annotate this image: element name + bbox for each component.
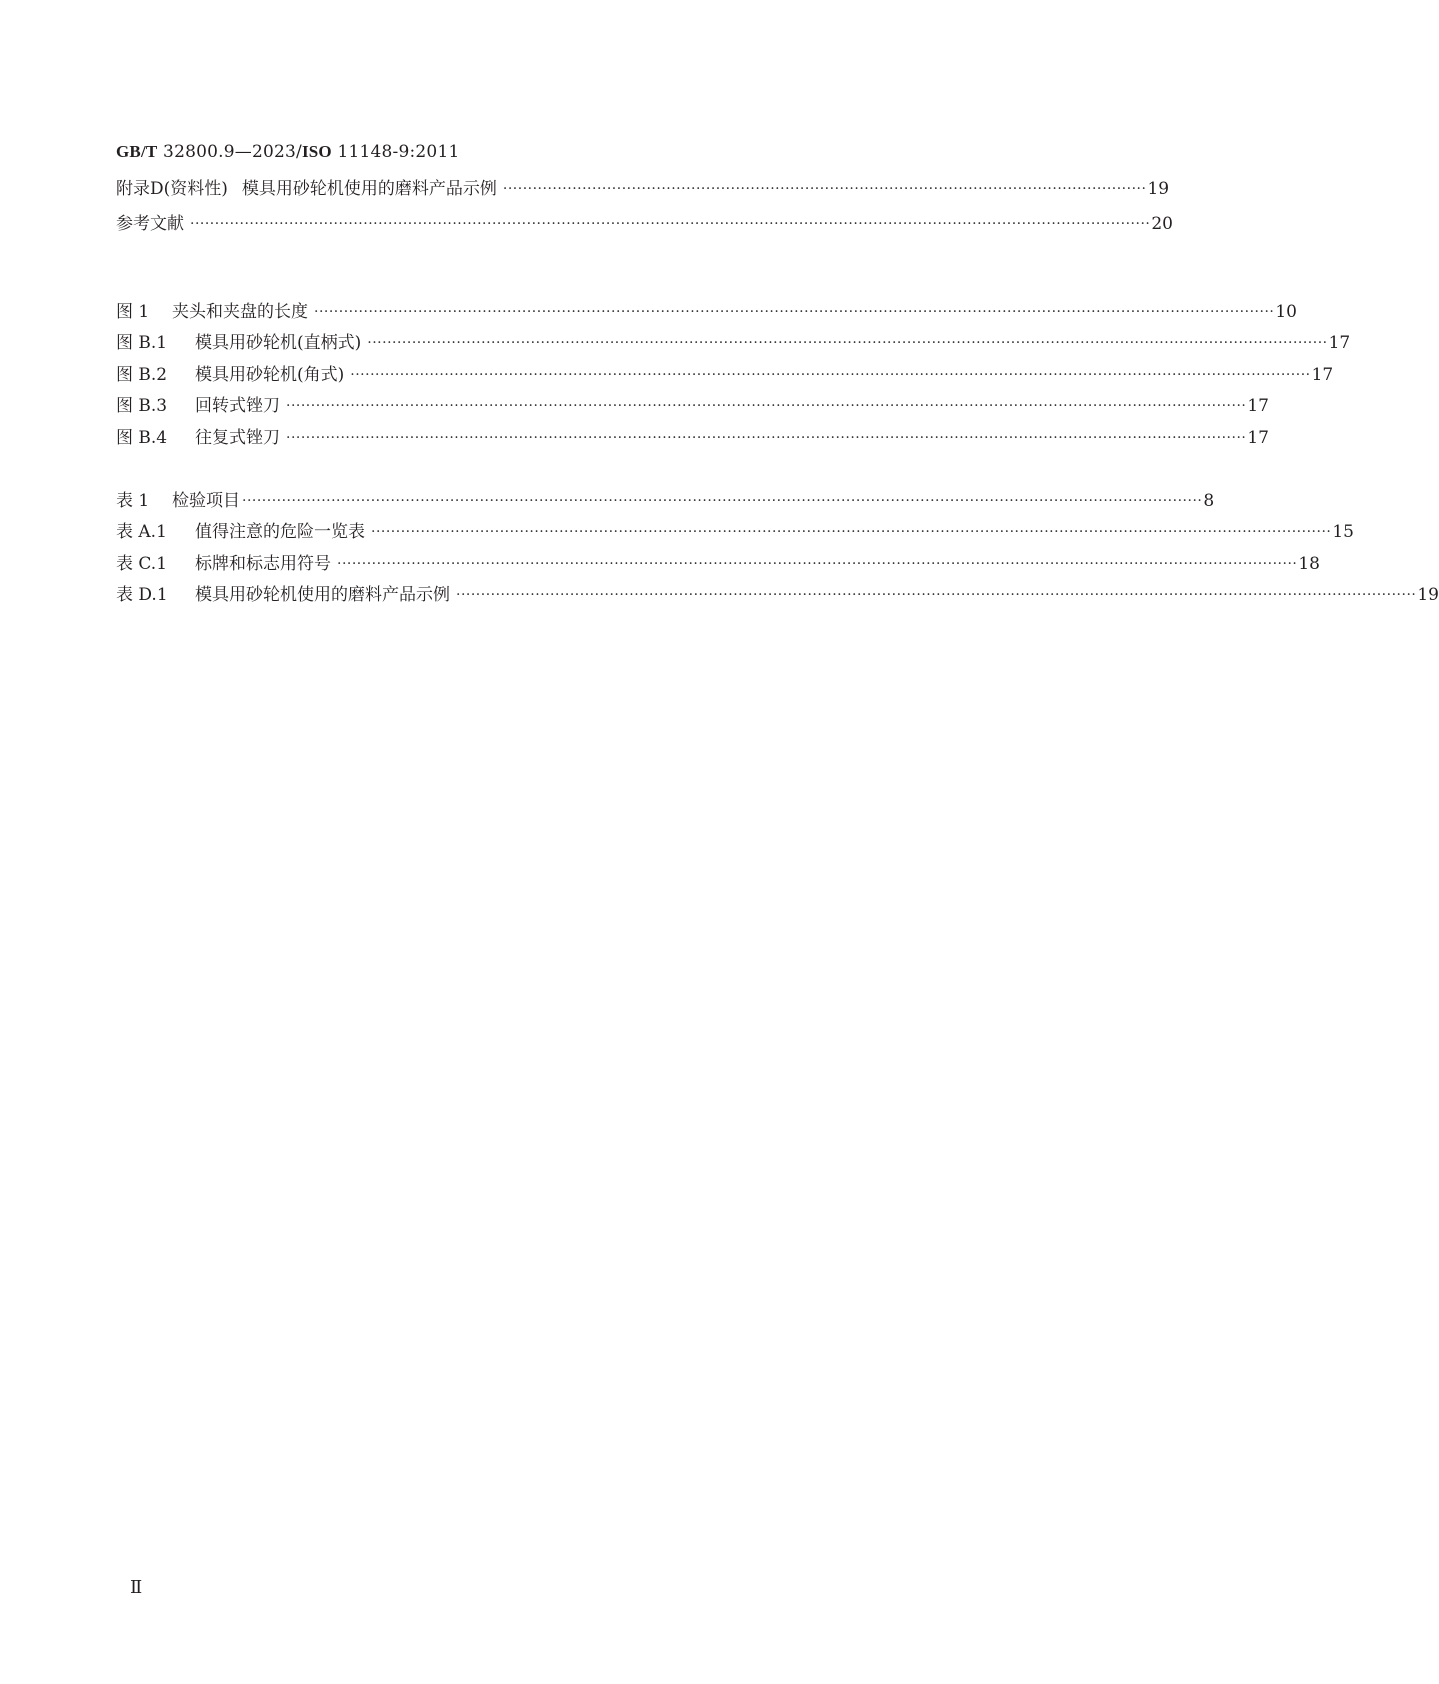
toc-entry-prefix: 表 A.1 bbox=[116, 522, 167, 542]
toc-dot-leader: ·································································································································································································· bbox=[314, 303, 1275, 320]
toc-entry-page: 17 bbox=[1247, 427, 1269, 448]
toc-entry-title: 模具用砂轮机(直柄式) bbox=[195, 333, 362, 353]
toc-entry[interactable] bbox=[116, 513, 1354, 545]
toc-dot-leader: ·································································································································································································· bbox=[371, 524, 1332, 540]
toc-entry-page: 8 bbox=[1203, 490, 1215, 511]
toc-entry-title: 模具用砂轮机(角式) bbox=[195, 364, 345, 385]
toc-entry-prefix: 图 1 bbox=[116, 301, 150, 322]
toc-dot-leader: ·································································································································· bbox=[502, 181, 1147, 197]
toc-entry-prefix: 附录D(资料性) bbox=[116, 179, 228, 199]
toc-entry[interactable] bbox=[116, 355, 1334, 387]
toc-entry-title: 往复式锉刀 bbox=[195, 427, 280, 448]
toc-entry[interactable] bbox=[116, 481, 1215, 513]
toc-dot-leader: ·································································································································································································· bbox=[190, 216, 1151, 232]
toc-entry-prefix: 图 B.4 bbox=[116, 427, 168, 448]
toc-dot-leader: ·································································································································································································· bbox=[242, 492, 1203, 509]
toc-dot-leader: ·································································································································································································· bbox=[286, 429, 1247, 446]
toc-entry-prefix: 表 1 bbox=[116, 490, 150, 511]
toc-entry-page: 15 bbox=[1332, 522, 1354, 542]
toc-entry[interactable] bbox=[116, 387, 1269, 419]
toc-appendix-section bbox=[116, 170, 1173, 236]
toc-entry-page: 20 bbox=[1151, 214, 1173, 234]
toc-entry-prefix: 表 D.1 bbox=[116, 585, 168, 605]
header-iso-number: 11148-9:2011 bbox=[337, 142, 460, 162]
header-standard-prefix: GB/T bbox=[116, 142, 158, 161]
header-standard-number: 32800.9—2023/ bbox=[163, 142, 302, 162]
toc-dot-leader: ·································································································································································································· bbox=[350, 366, 1311, 383]
toc-entry[interactable] bbox=[116, 201, 1173, 236]
toc-figure-list bbox=[116, 292, 1351, 450]
toc-entry-prefix: 表 C.1 bbox=[116, 553, 168, 574]
toc-dot-leader: ·································································································································································································· bbox=[286, 398, 1247, 414]
toc-entry-title: 夹头和夹盘的长度 bbox=[172, 301, 308, 322]
toc-entry-prefix: 参考文献 bbox=[116, 214, 184, 234]
toc-entry-page: 17 bbox=[1311, 364, 1334, 385]
toc-entry-prefix: 图 B.1 bbox=[116, 333, 168, 353]
toc-entry-page: 17 bbox=[1247, 396, 1269, 416]
toc-entry[interactable] bbox=[116, 170, 1170, 201]
toc-entry[interactable] bbox=[116, 544, 1320, 576]
toc-entry[interactable] bbox=[116, 292, 1297, 324]
toc-entry-title: 回转式锉刀 bbox=[195, 396, 280, 416]
document-header bbox=[116, 141, 459, 163]
toc-entry-page: 19 bbox=[1417, 585, 1439, 605]
toc-entry[interactable] bbox=[116, 418, 1269, 450]
toc-entry-title: 值得注意的危险一览表 bbox=[195, 522, 365, 542]
toc-entry[interactable] bbox=[116, 576, 1439, 608]
toc-entry-page: 19 bbox=[1147, 179, 1170, 199]
toc-entry-prefix: 图 B.2 bbox=[116, 364, 168, 385]
toc-entry-title: 标牌和标志用符号 bbox=[195, 553, 331, 574]
toc-entry-title: 检验项目 bbox=[172, 490, 240, 511]
toc-entry-prefix: 图 B.3 bbox=[116, 396, 168, 416]
toc-entry-page: 18 bbox=[1298, 553, 1320, 574]
toc-dot-leader: ·································································································································································································· bbox=[367, 335, 1328, 351]
toc-table-list bbox=[116, 481, 1439, 607]
page-number: Ⅱ bbox=[130, 1577, 143, 1597]
toc-dot-leader: ·································································································································································································· bbox=[337, 555, 1298, 572]
toc-entry-title: 模具用砂轮机使用的磨料产品示例 bbox=[241, 179, 497, 199]
toc-entry-page: 10 bbox=[1275, 301, 1297, 322]
toc-entry-page: 17 bbox=[1328, 333, 1351, 353]
toc-entry[interactable] bbox=[116, 324, 1351, 356]
toc-dot-leader: ·································································································································································································· bbox=[456, 587, 1417, 603]
toc-entry-title: 模具用砂轮机使用的磨料产品示例 bbox=[195, 585, 450, 605]
header-iso-prefix: ISO bbox=[301, 142, 332, 161]
